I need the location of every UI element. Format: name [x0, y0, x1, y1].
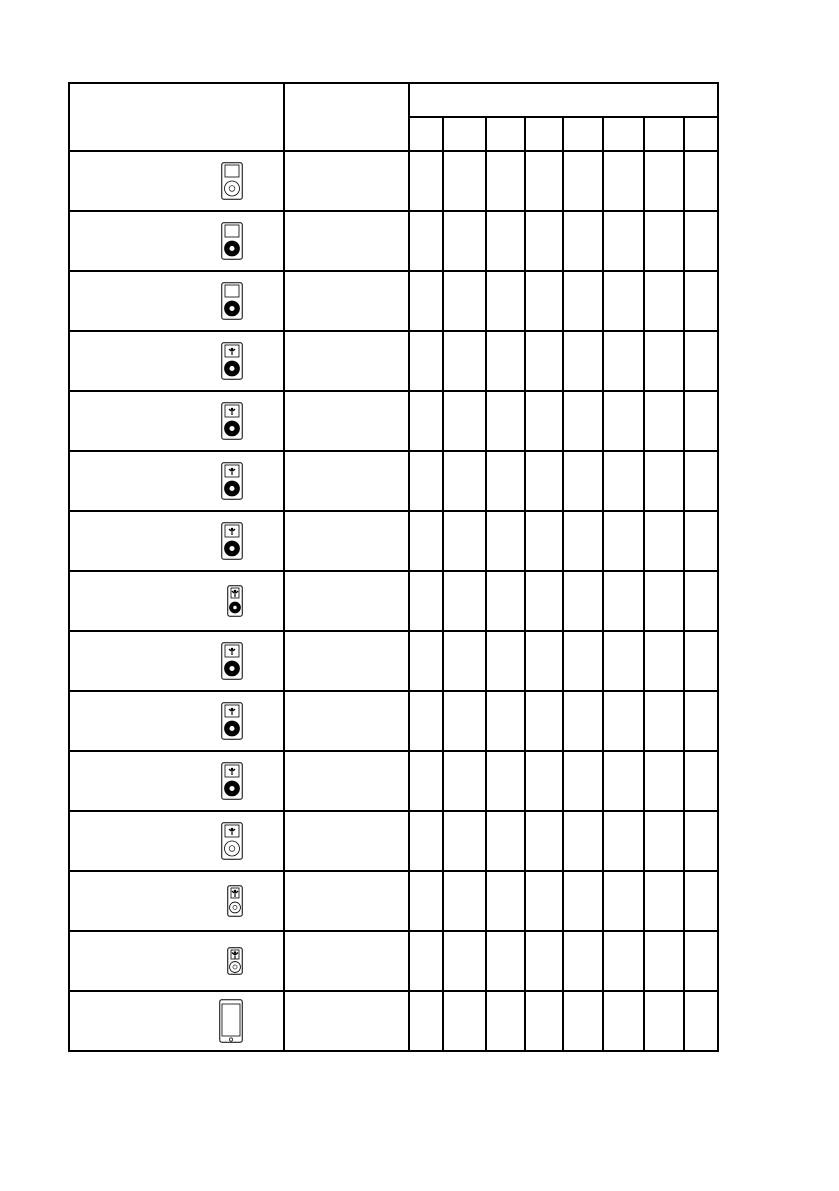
compat-cell: [563, 871, 603, 931]
ipod-nano-short-white-wheel-icon: [227, 947, 243, 975]
compat-cell: [684, 511, 718, 571]
header-sub-column: [644, 117, 684, 151]
table-row: [69, 871, 718, 931]
model-name-cell: [284, 331, 409, 391]
model-cell: [69, 571, 284, 631]
compat-cell: [644, 811, 684, 871]
compat-cell: [525, 751, 563, 811]
header-sub-column: [563, 117, 603, 151]
compat-cell: [525, 991, 563, 1051]
compat-cell: [443, 811, 486, 871]
compat-cell: [603, 151, 644, 211]
compat-cell: [486, 391, 525, 451]
compat-cell: [486, 331, 525, 391]
compat-cell: [563, 991, 603, 1051]
ipod-classic-white-wheel-icon: [221, 162, 243, 200]
model-name-cell: [284, 691, 409, 751]
ipod-black-wheel-icon: [221, 222, 243, 260]
compat-cell: [684, 691, 718, 751]
compat-cell: [644, 631, 684, 691]
compat-cell: [603, 271, 644, 331]
compat-cell: [644, 991, 684, 1051]
ipod-touch-icon: [219, 999, 243, 1043]
compat-cell: [443, 511, 486, 571]
table-row: [69, 511, 718, 571]
compat-cell: [443, 571, 486, 631]
compat-cell: [684, 331, 718, 391]
compat-cell: [644, 151, 684, 211]
model-cell: [69, 691, 284, 751]
compat-cell: [525, 631, 563, 691]
table-row: [69, 691, 718, 751]
model-cell: [69, 931, 284, 991]
compat-cell: [525, 151, 563, 211]
compat-cell: [603, 931, 644, 991]
model-name-cell: [284, 991, 409, 1051]
model-name-cell: [284, 151, 409, 211]
model-name-cell: [284, 511, 409, 571]
compat-cell: [486, 211, 525, 271]
model-name-cell: [284, 571, 409, 631]
compat-cell: [486, 871, 525, 931]
compat-cell: [603, 391, 644, 451]
header-sub-column: [443, 117, 486, 151]
compat-cell: [644, 871, 684, 931]
compat-cell: [644, 751, 684, 811]
compat-cell: [486, 811, 525, 871]
compat-cell: [443, 871, 486, 931]
compat-cell: [443, 631, 486, 691]
table-row: [69, 391, 718, 451]
compat-cell: [409, 811, 443, 871]
compat-cell: [684, 271, 718, 331]
compat-cell: [563, 511, 603, 571]
compat-cell: [409, 691, 443, 751]
model-name-cell: [284, 871, 409, 931]
compat-cell: [525, 511, 563, 571]
compat-cell: [486, 691, 525, 751]
compat-cell: [486, 271, 525, 331]
compat-cell: [525, 391, 563, 451]
ipod-nano-white-wheel-icon: [227, 885, 243, 917]
compat-cell: [525, 451, 563, 511]
compat-cell: [684, 391, 718, 451]
compat-cell: [684, 871, 718, 931]
compat-cell: [644, 211, 684, 271]
model-cell: [69, 751, 284, 811]
compat-cell: [525, 811, 563, 871]
compat-cell: [684, 631, 718, 691]
compat-cell: [443, 991, 486, 1051]
table-row: [69, 991, 718, 1051]
ipod-video-black-wheel-icon: [221, 642, 243, 680]
compat-cell: [525, 331, 563, 391]
model-cell: [69, 811, 284, 871]
compat-cell: [443, 691, 486, 751]
compat-cell: [644, 931, 684, 991]
compat-cell: [644, 691, 684, 751]
compat-cell: [525, 691, 563, 751]
compat-cell: [684, 991, 718, 1051]
table-row: [69, 451, 718, 511]
compat-cell: [684, 451, 718, 511]
model-name-cell: [284, 811, 409, 871]
compat-cell: [525, 571, 563, 631]
compat-cell: [409, 931, 443, 991]
compat-cell: [644, 331, 684, 391]
compat-cell: [563, 211, 603, 271]
compat-cell: [644, 511, 684, 571]
model-cell: [69, 391, 284, 451]
ipod-color-screen-black-wheel-icon: [221, 522, 243, 560]
compat-cell: [644, 271, 684, 331]
model-name-cell: [284, 451, 409, 511]
compat-cell: [486, 571, 525, 631]
ipod-color-screen-black-wheel-icon: [221, 342, 243, 380]
compat-cell: [684, 571, 718, 631]
compat-cell: [563, 151, 603, 211]
compat-cell: [409, 451, 443, 511]
model-cell: [69, 451, 284, 511]
model-cell: [69, 871, 284, 931]
model-cell: [69, 511, 284, 571]
header-sub-column: [684, 117, 718, 151]
compat-cell: [409, 271, 443, 331]
compat-cell: [409, 751, 443, 811]
compatibility-table: [68, 82, 719, 1052]
compat-cell: [486, 931, 525, 991]
compat-cell: [443, 151, 486, 211]
header-sub-column: [486, 117, 525, 151]
table-row: [69, 931, 718, 991]
compatibility-table-wrap: [68, 82, 719, 1052]
compat-cell: [409, 331, 443, 391]
compat-cell: [684, 931, 718, 991]
compat-cell: [603, 211, 644, 271]
ipod-color-screen-black-wheel-icon: [221, 462, 243, 500]
compat-cell: [563, 391, 603, 451]
compat-cell: [563, 811, 603, 871]
model-name-cell: [284, 631, 409, 691]
compat-cell: [603, 511, 644, 571]
table-row: [69, 211, 718, 271]
compat-cell: [443, 271, 486, 331]
model-cell: [69, 991, 284, 1051]
compat-cell: [525, 211, 563, 271]
ipod-video-black-wheel-icon: [221, 702, 243, 740]
ipod-color-screen-black-wheel-icon: [221, 402, 243, 440]
compat-cell: [644, 571, 684, 631]
header-group: [409, 83, 718, 117]
compat-cell: [684, 151, 718, 211]
compat-cell: [684, 751, 718, 811]
compat-cell: [563, 451, 603, 511]
model-name-cell: [284, 391, 409, 451]
model-cell: [69, 271, 284, 331]
compat-cell: [525, 271, 563, 331]
model-name-cell: [284, 931, 409, 991]
table-row: [69, 571, 718, 631]
compat-cell: [443, 331, 486, 391]
model-name-cell: [284, 271, 409, 331]
compat-cell: [563, 631, 603, 691]
compat-cell: [603, 451, 644, 511]
compat-cell: [603, 331, 644, 391]
compat-cell: [563, 331, 603, 391]
compat-cell: [603, 991, 644, 1051]
compat-cell: [486, 451, 525, 511]
compat-cell: [603, 871, 644, 931]
compat-cell: [443, 451, 486, 511]
compat-cell: [443, 751, 486, 811]
compat-cell: [603, 571, 644, 631]
compat-cell: [443, 391, 486, 451]
compat-cell: [409, 151, 443, 211]
header-model: [69, 83, 284, 151]
compat-cell: [486, 511, 525, 571]
table-row: [69, 331, 718, 391]
table-row: [69, 811, 718, 871]
compat-cell: [603, 751, 644, 811]
ipod-nano-black-wheel-icon: [227, 585, 243, 617]
compat-cell: [443, 931, 486, 991]
compat-cell: [644, 451, 684, 511]
header-sub-column: [525, 117, 563, 151]
compat-cell: [563, 931, 603, 991]
compat-cell: [409, 871, 443, 931]
ipod-black-wheel-icon: [221, 282, 243, 320]
model-name-cell: [284, 211, 409, 271]
table-row: [69, 271, 718, 331]
compat-cell: [409, 571, 443, 631]
header-sub-column: [409, 117, 443, 151]
compat-cell: [603, 811, 644, 871]
model-cell: [69, 211, 284, 271]
compat-cell: [603, 631, 644, 691]
compat-cell: [563, 751, 603, 811]
ipod-video-black-wheel-icon: [221, 762, 243, 800]
header-sub-column: [603, 117, 644, 151]
compat-cell: [563, 271, 603, 331]
compat-cell: [409, 211, 443, 271]
compat-cell: [409, 511, 443, 571]
table-row: [69, 631, 718, 691]
compat-cell: [525, 931, 563, 991]
header-name: [284, 83, 409, 151]
model-cell: [69, 331, 284, 391]
compat-cell: [684, 211, 718, 271]
compat-cell: [486, 631, 525, 691]
compat-cell: [409, 391, 443, 451]
table-row: [69, 151, 718, 211]
compat-cell: [644, 391, 684, 451]
model-name-cell: [284, 751, 409, 811]
compat-cell: [603, 691, 644, 751]
compat-cell: [486, 151, 525, 211]
model-cell: [69, 151, 284, 211]
compat-cell: [684, 811, 718, 871]
ipod-video-white-wheel-icon: [221, 822, 243, 860]
compat-cell: [486, 991, 525, 1051]
compat-cell: [525, 871, 563, 931]
model-cell: [69, 631, 284, 691]
compat-cell: [486, 751, 525, 811]
compat-cell: [409, 631, 443, 691]
compat-cell: [563, 571, 603, 631]
compat-cell: [443, 211, 486, 271]
table-row: [69, 751, 718, 811]
compat-cell: [563, 691, 603, 751]
compat-cell: [409, 991, 443, 1051]
